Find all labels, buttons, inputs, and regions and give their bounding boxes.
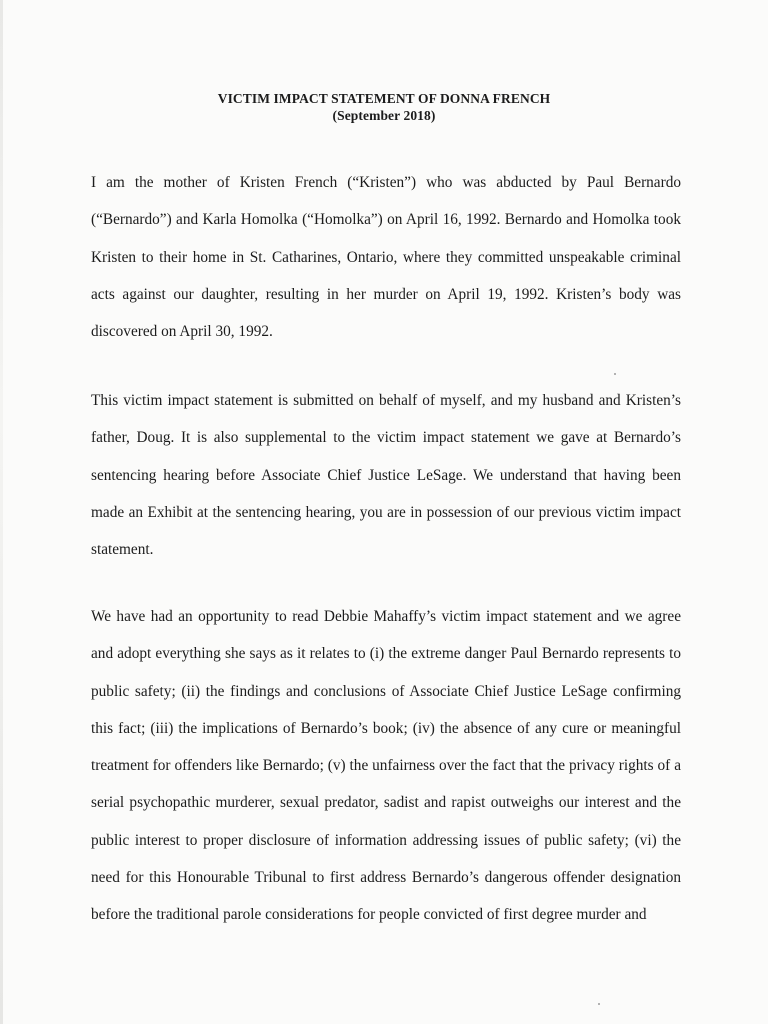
document-title: VICTIM IMPACT STATEMENT OF DONNA FRENCH <box>217 91 551 106</box>
scan-edge-shadow <box>0 0 3 1024</box>
scan-speck <box>614 373 616 375</box>
scan-speck <box>598 1003 600 1005</box>
document-date: (September 2018) <box>332 108 436 123</box>
paragraph-3: We have had an opportunity to read Debbie Mahaffy’s victim impact statement and we agree and adopt everything she says as it relates to (i) the extreme danger Paul Bernardo represents to public safety; (ii) the findings and conclusions of Associate Chief Justice LeSage confirming this fact; (iii) the implications of Bernardo’s book; (iv) the absence of any cure or meaningful treatment for offenders like Bernardo; (v) the unfairness over the fact that the privacy rights of a serial psychopathic murderer, sexual predator, sadist and rapist outweighs our interest and the public interest to proper disclosure of information addressing issues of public safety; (vi) the need for this Honourable Tribunal to first address Bernardo’s dangerous offender designation before the traditional parole considerations for people convicted of first degree murder and <box>91 608 681 924</box>
paragraph-2: This victim impact statement is submitted on behalf of myself, and my husband and Kristen’s father, Doug. It is also supplemental to the victim impact statement we gave at Bernardo’s sentencing hearing before Associate Chief Justice LeSage. We understand that having been made an Exhibit at the sentencing hearing, you are in possession of our previous victim impact statement. <box>91 392 681 559</box>
paragraph-1: I am the mother of Kristen French (“Kristen”) who was abducted by Paul Bernardo (“Bernardo”) and Karla Homolka (“Homolka”) on April 16, 1992. Bernardo and Homolka took Kristen to their home in St. Catharines, Ontario, where they committed unspeakable criminal acts against our daughter, resulting in her murder on April 19, 1992. Kristen’s body was discovered on April 30, 1992. <box>91 174 681 341</box>
